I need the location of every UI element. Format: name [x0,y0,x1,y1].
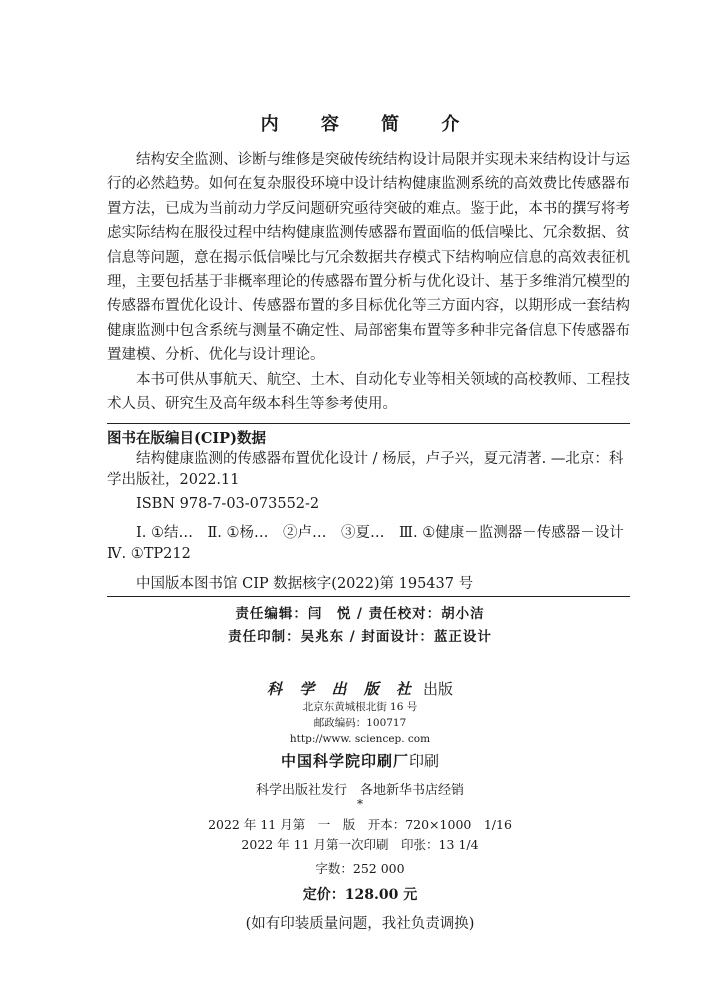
quality-notice: (如有印装质量问题，我社负责调换) [245,916,475,932]
staff-editors: 责任编辑：闫 悦 / 责任校对：胡小洁 [235,606,485,622]
distribution-line: 科学出版社发行 各地新华书店经销 [255,783,464,798]
intro-body [107,148,630,416]
edition-block [0,815,720,855]
printer-name: 中国科学院印刷厂 [280,752,409,770]
word-count: 字数：252 000 [315,861,405,876]
staff-production: 责任印制：吴兆东 / 封面设计：蓝正设计 [228,629,492,645]
intro-title: 内 容 简 介 [260,114,478,135]
cip-top-rule [107,423,630,424]
intro-paragraph: 本书可供从事航天、航空、土木、自动化专业等相关领域的高校教师、工程技术人员、研究生及高年级本科生等参考使用。 [107,371,630,413]
price: 定价：128.00 元 [302,887,418,903]
cip-bottom-rule [107,596,630,597]
publisher-postcode: 邮政编码：100717 [313,717,407,729]
edition-line: 2022 年 11 月第 一 版 开本：720×1000 1/16 [208,817,512,832]
printing-line: 2022 年 11 月第一次印刷 印张：13 1/4 [241,837,479,852]
cip-title: 图书在版编目(CIP)数据 [107,430,266,447]
publisher-address: 北京东黄城根北街 16 号 [302,701,418,713]
cip-check-number: 中国版本图书馆 CIP 数据核字(2022)第 195437 号 [136,576,474,592]
printer-role: 印刷 [409,752,440,770]
publisher-url: http://www. sciencep. com [289,733,431,745]
cip-block [107,428,639,595]
printer-line [0,750,720,771]
separator-star: * [357,797,363,811]
cip-isbn: ISBN 978-7-03-073552-2 [136,496,320,512]
cip-subjects: Ⅰ. ①结… Ⅱ. ①杨… ②卢… ③夏… Ⅲ. ①健康－监测器－传感器－设计 Ⅳ. ①TP212 [107,525,639,562]
publisher-block [0,678,720,747]
cip-book-line: 结构健康监测的传感器布置优化设计 / 杨辰，卢子兴，夏元清著. —北京：科学出版社，2022.11 [107,451,624,488]
publisher-name: 科 学 出 版 社 [267,680,417,698]
intro-paragraph: 结构安全监测、诊断与维修是突破传统结构设计局限并实现未来结构设计与运行的必然趋势。如何在复杂服役环境中设计结构健康监测系统的高效费比传感器布置方法，已成为当前动力学反问题研究亟待突破的难点。鉴于此，本书的撰写将考虑实际结构在服役过程中结构健康监测传感器布置面临的低信噪比、冗余数据、贫信息等问题，意在揭示低信噪比与冗余数据共存模式下结构响应信息的高效表征机理，主要包括基于非概率理论的传感器布置分析与优化设计、基于多维消冗模型的传感器布置优化设计、传感器布置的多目标优化等三方面内容，以期形成一套结构健康监测中包含系统与测量不确定性、局部密集布置等多种非完备信息下传感器布置建模、分析、优化与设计理论。 [107,152,630,364]
publisher-role: 出版 [422,680,453,698]
